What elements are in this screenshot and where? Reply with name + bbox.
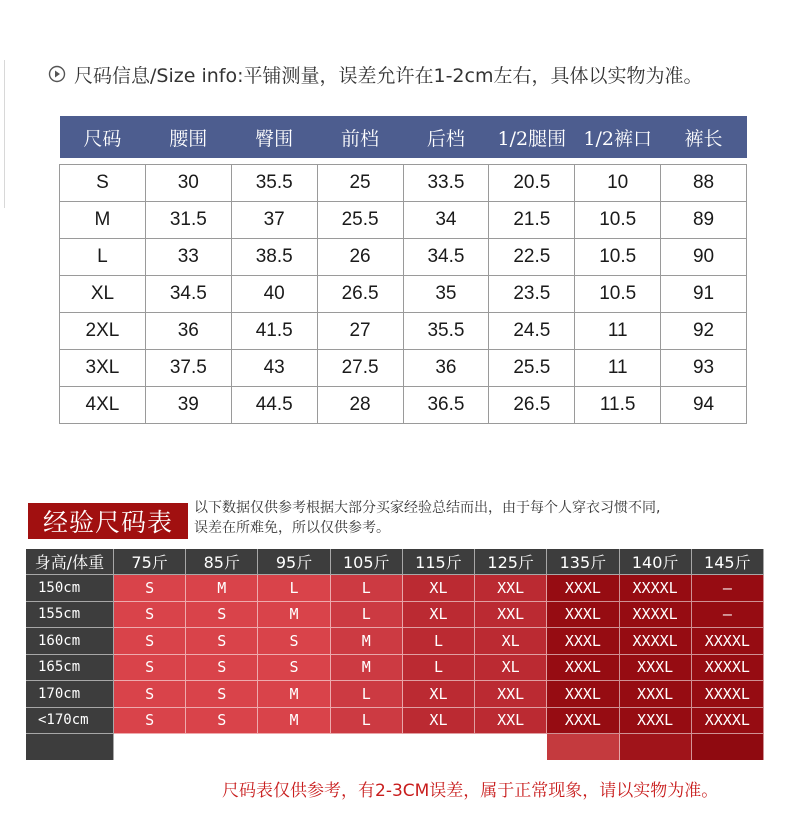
measurement-cell: 31.5 <box>145 202 231 239</box>
measurement-cell: 34 <box>403 202 489 239</box>
weight-header: 115斤 <box>403 549 475 575</box>
measurement-cell: 94 <box>661 387 747 424</box>
table-row <box>60 313 747 350</box>
recommended-size-cell: XXXXL <box>692 655 764 682</box>
recommended-size-cell: XL <box>403 708 475 735</box>
header-waist: 腰围 <box>145 116 231 158</box>
left-edge-line <box>4 60 5 208</box>
experience-row <box>26 628 764 655</box>
size-table <box>59 116 747 424</box>
table-row <box>60 239 747 276</box>
measurement-cell: 20.5 <box>489 165 575 202</box>
height-cell: 160cm <box>26 628 114 655</box>
measurement-cell: 43 <box>231 350 317 387</box>
recommended-size-cell: XXL <box>475 681 547 708</box>
height-cell: 170cm <box>26 681 114 708</box>
size-label-cell: S <box>60 165 146 202</box>
recommended-size-cell: XL <box>403 575 475 602</box>
table-row <box>60 202 747 239</box>
measurement-cell: 27.5 <box>317 350 403 387</box>
measurement-cell: 11.5 <box>575 387 661 424</box>
header-hip: 臀围 <box>231 116 317 158</box>
size-label-cell: 3XL <box>60 350 146 387</box>
grid-tail-block <box>620 734 692 760</box>
measurement-cell: 37.5 <box>145 350 231 387</box>
measurement-cell: 26.5 <box>489 387 575 424</box>
experience-title: 经验尺码表 <box>28 503 188 539</box>
experience-desc-line-1: 以下数据仅供参考根据大部分买家经验总结而出，由于每个人穿衣习惯不同, <box>194 500 661 516</box>
measurement-cell: 44.5 <box>231 387 317 424</box>
experience-header-row <box>26 549 764 575</box>
measurement-cell: 28 <box>317 387 403 424</box>
recommended-size-cell: XXXL <box>547 575 619 602</box>
header-front-rise: 前档 <box>317 116 403 158</box>
measurement-cell: 10.5 <box>575 239 661 276</box>
recommended-size-cell: XXXL <box>547 602 619 629</box>
measurement-cell: 24.5 <box>489 313 575 350</box>
experience-row <box>26 708 764 735</box>
recommended-size-cell: S <box>186 628 258 655</box>
size-label-cell: L <box>60 239 146 276</box>
recommended-size-cell: S <box>186 602 258 629</box>
measurement-cell: 22.5 <box>489 239 575 276</box>
recommended-size-cell: S <box>114 628 186 655</box>
recommended-size-cell: L <box>331 602 403 629</box>
recommended-size-cell: S <box>114 655 186 682</box>
height-cell: 165cm <box>26 655 114 682</box>
recommended-size-cell: XXXL <box>547 681 619 708</box>
size-info-line <box>48 58 702 90</box>
recommended-size-cell: L <box>403 628 475 655</box>
measurement-cell: 35 <box>403 276 489 313</box>
recommended-size-cell: — <box>692 575 764 602</box>
measurement-cell: 26.5 <box>317 276 403 313</box>
size-label-cell: XL <box>60 276 146 313</box>
size-label-cell: M <box>60 202 146 239</box>
measurement-cell: 10 <box>575 165 661 202</box>
height-weight-header: 身高/体重 <box>26 549 114 575</box>
measurement-cell: 93 <box>661 350 747 387</box>
weight-header: 125斤 <box>475 549 547 575</box>
weight-header: 95斤 <box>258 549 330 575</box>
recommended-size-cell: M <box>258 681 330 708</box>
recommended-size-cell: XXXL <box>547 655 619 682</box>
header-half-thigh: 1/2腿围 <box>489 116 575 158</box>
recommended-size-cell: XXXL <box>620 708 692 735</box>
measurement-cell: 33.5 <box>403 165 489 202</box>
measurement-cell: 40 <box>231 276 317 313</box>
recommended-size-cell: M <box>186 575 258 602</box>
grid-tail-block <box>692 734 764 760</box>
recommended-size-cell: XXXL <box>547 708 619 735</box>
grid-tail-row <box>26 734 764 760</box>
recommended-size-cell: XXXL <box>620 655 692 682</box>
recommended-size-cell: M <box>331 655 403 682</box>
measurement-cell: 25.5 <box>317 202 403 239</box>
recommended-size-cell: L <box>258 575 330 602</box>
height-cell: <170cm <box>26 708 114 735</box>
recommended-size-cell: XL <box>403 602 475 629</box>
size-info-text: 尺码信息/Size info:平铺测量，误差允许在1-2cm左右，具体以实物为准。 <box>74 64 703 87</box>
recommended-size-cell: XXL <box>475 575 547 602</box>
footer-note: 尺码表仅供参考，有2-3CM误差，属于正常现象，请以实物为准。 <box>222 781 719 801</box>
header-size: 尺码 <box>60 116 146 158</box>
measurement-cell: 36.5 <box>403 387 489 424</box>
recommended-size-cell: XL <box>403 681 475 708</box>
measurement-cell: 38.5 <box>231 239 317 276</box>
recommended-size-cell: XXL <box>475 602 547 629</box>
experience-row <box>26 575 764 602</box>
grid-tail-block <box>114 734 403 760</box>
measurement-cell: 35.5 <box>403 313 489 350</box>
measurement-cell: 34.5 <box>145 276 231 313</box>
grid-tail-block <box>403 734 547 760</box>
recommended-size-cell: S <box>186 681 258 708</box>
recommended-size-cell: XXXXL <box>692 628 764 655</box>
measurement-cell: 33 <box>145 239 231 276</box>
table-row <box>60 350 747 387</box>
recommended-size-cell: XXXXL <box>620 575 692 602</box>
experience-description <box>194 498 754 538</box>
measurement-cell: 91 <box>661 276 747 313</box>
recommended-size-cell: L <box>331 575 403 602</box>
weight-header: 105斤 <box>331 549 403 575</box>
weight-header: 75斤 <box>114 549 186 575</box>
weight-header: 140斤 <box>620 549 692 575</box>
measurement-cell: 21.5 <box>489 202 575 239</box>
recommended-size-cell: XXXXL <box>692 681 764 708</box>
recommended-size-cell: — <box>692 602 764 629</box>
measurement-cell: 10.5 <box>575 276 661 313</box>
recommended-size-cell: XL <box>475 628 547 655</box>
measurement-cell: 34.5 <box>403 239 489 276</box>
recommended-size-cell: XXXL <box>620 681 692 708</box>
header-length: 裤长 <box>661 116 747 158</box>
recommended-size-cell: S <box>114 681 186 708</box>
size-table-header <box>60 116 747 158</box>
measurement-cell: 30 <box>145 165 231 202</box>
recommended-size-cell: XXXL <box>547 628 619 655</box>
experience-row <box>26 602 764 629</box>
measurement-cell: 90 <box>661 239 747 276</box>
measurement-cell: 11 <box>575 350 661 387</box>
measurement-cell: 26 <box>317 239 403 276</box>
recommended-size-cell: L <box>403 655 475 682</box>
weight-header: 135斤 <box>547 549 619 575</box>
measurement-cell: 36 <box>145 313 231 350</box>
size-label-cell: 2XL <box>60 313 146 350</box>
recommended-size-cell: S <box>186 655 258 682</box>
recommended-size-cell: S <box>258 655 330 682</box>
recommended-size-cell: L <box>331 681 403 708</box>
table-row <box>60 387 747 424</box>
measurement-cell: 36 <box>403 350 489 387</box>
measurement-cell: 35.5 <box>231 165 317 202</box>
measurement-cell: 89 <box>661 202 747 239</box>
weight-header: 85斤 <box>186 549 258 575</box>
grid-tail-block <box>547 734 619 760</box>
header-back-rise: 后档 <box>403 116 489 158</box>
measurement-cell: 27 <box>317 313 403 350</box>
measurement-cell: 37 <box>231 202 317 239</box>
weight-header: 145斤 <box>692 549 764 575</box>
recommended-size-cell: M <box>258 708 330 735</box>
size-label-cell: 4XL <box>60 387 146 424</box>
measurement-cell: 25.5 <box>489 350 575 387</box>
recommended-size-cell: S <box>258 628 330 655</box>
measurement-cell: 25 <box>317 165 403 202</box>
recommended-size-cell: S <box>186 708 258 735</box>
measurement-cell: 39 <box>145 387 231 424</box>
measurement-cell: 10.5 <box>575 202 661 239</box>
recommended-size-cell: S <box>114 602 186 629</box>
experience-row <box>26 655 764 682</box>
experience-row <box>26 681 764 708</box>
measurement-cell: 88 <box>661 165 747 202</box>
recommended-size-cell: XXL <box>475 708 547 735</box>
grid-tail-block <box>26 734 114 760</box>
experience-size-grid <box>26 549 764 760</box>
measurement-cell: 92 <box>661 313 747 350</box>
recommended-size-cell: L <box>331 708 403 735</box>
header-half-leg-opening: 1/2裤口 <box>575 116 661 158</box>
play-circle-icon <box>48 65 66 83</box>
recommended-size-cell: M <box>258 602 330 629</box>
measurement-cell: 41.5 <box>231 313 317 350</box>
recommended-size-cell: XL <box>475 655 547 682</box>
height-cell: 150cm <box>26 575 114 602</box>
height-cell: 155cm <box>26 602 114 629</box>
size-table-body <box>60 158 747 424</box>
experience-desc-line-2: 误差在所难免，所以仅供参考。 <box>194 520 390 536</box>
recommended-size-cell: XXXXL <box>692 708 764 735</box>
recommended-size-cell: S <box>114 708 186 735</box>
recommended-size-cell: M <box>331 628 403 655</box>
recommended-size-cell: XXXXL <box>620 602 692 629</box>
table-row <box>60 165 747 202</box>
measurement-cell: 11 <box>575 313 661 350</box>
recommended-size-cell: S <box>114 575 186 602</box>
table-row <box>60 276 747 313</box>
measurement-cell: 23.5 <box>489 276 575 313</box>
recommended-size-cell: XXXXL <box>620 628 692 655</box>
